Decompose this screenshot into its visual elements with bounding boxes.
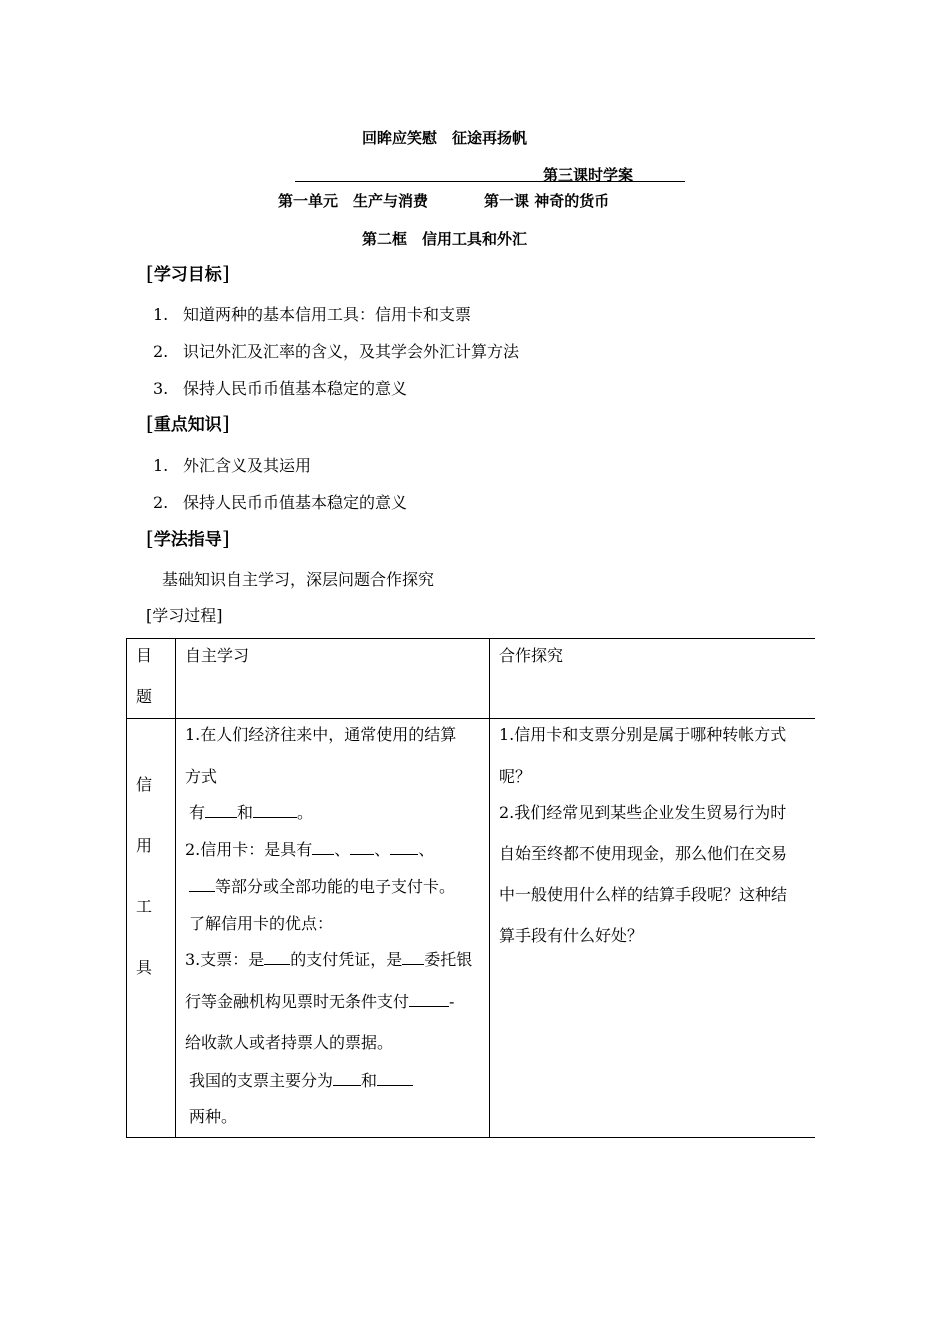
self-study-line: 两种。	[189, 1107, 238, 1126]
method-text: 基础知识自主学习，深层问题合作探究	[162, 570, 435, 589]
topic-char: 信	[136, 775, 153, 794]
self-study-line: 2.信用卡：是具有 、 、 、	[185, 840, 435, 859]
goals-heading: [学习目标]	[146, 261, 230, 285]
topic-char: 用	[136, 836, 153, 855]
table-rule	[175, 638, 176, 1138]
cooperative-line: 2.我们经常见到某些企业发生贸易行为时	[499, 803, 787, 822]
table-rule	[126, 638, 815, 639]
process-label: [学习过程]	[146, 606, 223, 625]
section-title: 第二框 信用工具和外汇	[362, 230, 528, 248]
cooperative-line: 中一般使用什么样的结算手段呢？这种结	[499, 885, 788, 904]
lesson-subtitle: 第三课时学案	[543, 166, 634, 184]
cooperative-line: 算手段有什么好处？	[499, 926, 644, 945]
header-cooperative: 合作探究	[499, 646, 564, 665]
lesson-label: 第一课 神奇的货币	[484, 192, 610, 210]
cooperative-line: 1.信用卡和支票分别是属于哪种转帐方式	[499, 725, 787, 744]
list-item: 1. 知道两种的基本信用工具：信用卡和支票	[153, 305, 472, 324]
table-rule	[126, 638, 127, 1138]
topic-char: 工	[136, 897, 153, 916]
blank-field	[205, 803, 237, 818]
self-study-line: 行等金融机构见票时无条件支付 -	[185, 992, 455, 1011]
table-rule	[126, 1137, 815, 1138]
blank-field	[189, 877, 215, 892]
topic-char: 具	[136, 958, 153, 977]
self-study-line: 1.在人们经济往来中，通常使用的结算	[185, 725, 457, 744]
self-study-line: 等部分或全部功能的电子支付卡。	[189, 874, 455, 897]
self-study-line: 3.支票：是 的支付凭证，是 委托银	[185, 950, 473, 969]
key-points-heading: [重点知识]	[146, 411, 230, 435]
blank-field	[333, 1071, 361, 1086]
cooperative-line: 自始至终都不使用现金，那么他们在交易	[499, 844, 788, 863]
method-heading: [学法指导]	[146, 526, 230, 550]
list-item: 2. 保持人民币币值基本稳定的意义	[153, 493, 408, 512]
blank-field	[377, 1071, 413, 1086]
table-rule	[489, 638, 490, 1138]
blank-field	[350, 840, 374, 855]
self-study-line: 我国的支票主要分为 和	[189, 1068, 413, 1091]
header-topic-char: 目	[136, 646, 153, 665]
header-topic-char: 题	[136, 687, 153, 706]
self-study-line: 有 和 。	[189, 803, 314, 822]
table-rule	[126, 718, 815, 719]
blank-field	[264, 950, 290, 965]
blank-field	[402, 950, 424, 965]
header-self-study: 自主学习	[185, 646, 250, 665]
blank-field	[312, 840, 334, 855]
unit-label: 第一单元 生产与消费	[278, 192, 429, 210]
list-item: 2. 识记外汇及汇率的含义，及其学会外汇计算方法	[153, 342, 520, 361]
cooperative-line: 呢？	[499, 767, 532, 786]
self-study-line: 了解信用卡的优点：	[189, 914, 334, 933]
blank-field	[253, 803, 297, 818]
self-study-line: 方式	[185, 767, 218, 786]
blank-field	[409, 992, 449, 1007]
list-item: 3. 保持人民币币值基本稳定的意义	[153, 379, 408, 398]
document-title: 回眸应笑慰 征途再扬帆	[362, 129, 528, 147]
self-study-line: 给收款人或者持票人的票据。	[185, 1033, 394, 1052]
blank-field	[390, 840, 418, 855]
list-item: 1. 外汇含义及其运用	[153, 456, 312, 475]
